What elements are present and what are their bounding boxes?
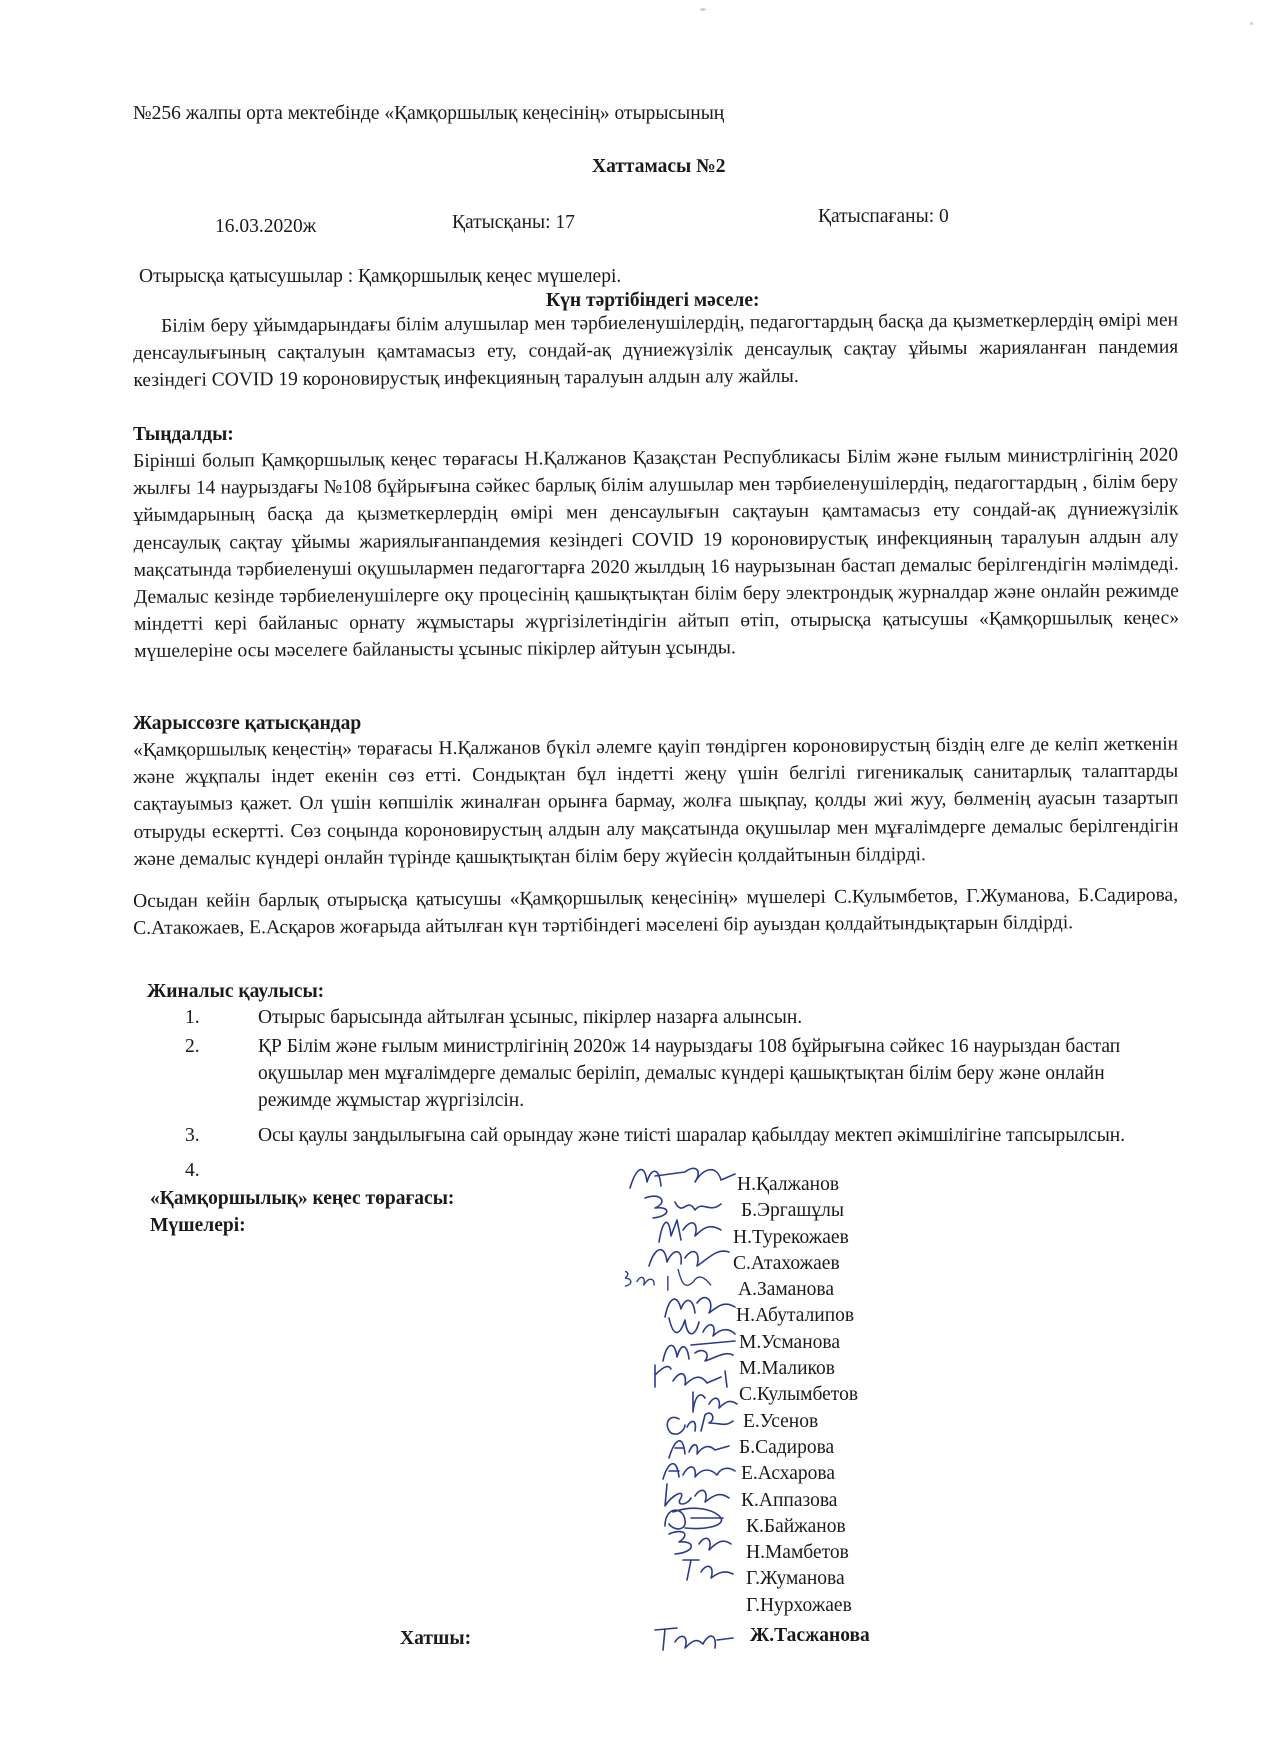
decision-item [133, 1122, 1183, 1149]
member-name: Н.Абуталипов [736, 1305, 855, 1327]
handwritten-signature [625, 1620, 745, 1654]
handwritten-signature [625, 1476, 745, 1510]
decision-item-text: ҚР Білім және ғылым министрлігінің 2020ж 14 наурыздағы 108 бұйрығына сәйкес 16 наурыздан бастап оқушылар мен мұғалімдерге демалыс беріліп, демалыс күндері қашықтықтан білім беру және онлайн режимде жұмыстар жүргізілсін. [258, 1036, 1121, 1111]
secretary-label: Хатшы: [400, 1628, 472, 1649]
secretary-name: Ж.Тасжанова [750, 1625, 870, 1646]
decision-item-number: 2. [185, 1036, 200, 1057]
handwritten-signature [625, 1287, 745, 1321]
document-title: Хаттамасы №2 [592, 156, 726, 177]
handwritten-signature [625, 1428, 745, 1462]
agenda-text: Білім беру ұйымдарындағы білім алушылар мен тәрбиеленушілердің, педагогтардың басқа да қызметкерлердің өмірі мен денсаулығының сақталуын қамтамасыз ету, сондай-ақ дүниежүзілік денсаулық сақтау ұйымы жарияланған пандемия кезіндегі COVID 19 короновирустық инфекцияның таралуын алдын алу жайлы. [133, 309, 1179, 392]
present-count: Қатысқаны: 17 [452, 212, 575, 233]
scan-speck [1250, 22, 1253, 25]
decision-list [133, 1004, 1183, 1184]
handwritten-signature [625, 1500, 745, 1534]
handwritten-signature [625, 1357, 745, 1391]
debate-heading: Жарыссөзге қатысқандар [133, 713, 362, 734]
handwritten-signature [625, 1550, 745, 1584]
member-name: М.Маликов [739, 1358, 835, 1380]
member-name: Б.Эргашұлы [741, 1200, 844, 1222]
handwritten-signature [625, 1238, 745, 1272]
debate-text-2: Осыдан кейін барлық отырысқа қатысушы «Қамқоршылық кеңесінің» мүшелері С.Кулымбетов, Г.Жуманова, Б.Садирова, С.Атакожаев, Е.Асқаров жоғарыда айтылған күн тәртібіндегі мәселені бір ауыздан қолдайтындықтарын білдірді. [133, 884, 1179, 940]
handwritten-signature [625, 1188, 745, 1222]
member-names-list [733, 1172, 858, 1619]
member-name: Н.Турекожаев [733, 1226, 849, 1248]
member-name: Н.Мамбетов [746, 1542, 849, 1564]
decision-heading: Жиналыс қаулысы: [147, 981, 325, 1002]
participants-line: Отырысқа қатысушылар : Қамқоршылық кеңес мүшелері. [139, 266, 622, 287]
heard-text: Бірінші болып Қамқоршылық кеңес төрағасы Н.Қалжанов Қазақстан Республикасы Білім және ғылым министрлігінің 2020 жылғы 14 наурыздағы №108 бұйрығына сәйкес барлық білім алушылар мен тәрбиеленушілердің, педагогтардың , білім беру ұйымдарының басқа да қызметкерлердің өмірі мен денсаулығын сақтауын қамтамасыз ету сондай-ақ дүниежүзілік денсаулық сақтау ұйымы жариялығанпандемия кезіндегі COVID 19 короновирустық инфекцияның таралуын алдын алу мақсатында тәрбиеленуші оқушылармен педагогтарға 2020 жылдың 16 наурызынан бастап демалыс берілгендігін мәлімдеді. Демалыс кезінде тәрбиеленушілерге оқу процесінің қашықтықтан білім беру электрондық журналдар және онлайн режимде міндетті кері байланыс орнату жұмыстары жүргізілетіндігін айтып өтіп, отырысқа қатысушы «Қамқоршылық кеңес» мүшелеріне осы мәселеге байланысты ұсыныс пікірлер айтуын ұсынды. [133, 444, 1180, 663]
chair-label: «Қамқоршылық» кеңес төрағасы: [150, 1188, 455, 1209]
decision-item [133, 1004, 1183, 1031]
decision-item-text: Осы қаулы заңдылығына сай орындау және тиісті шаралар қабылдау мектеп әкімшілігіне тапсырылсын. [258, 1125, 1126, 1146]
decision-item [133, 1033, 1183, 1114]
member-name: С.Кулымбетов [739, 1384, 859, 1406]
member-name: Г.Жуманова [746, 1568, 845, 1590]
member-name: Б.Садирова [739, 1436, 835, 1458]
agenda-heading: Күн тәртібіндегі мәселе: [546, 290, 760, 311]
member-name: С.Атахожаев [733, 1252, 840, 1274]
member-name: А.Заманова [738, 1279, 835, 1301]
decision-item-text: Отырыс барысында айтылған ұсыныс, пікірлер назарға алынсын. [258, 1007, 803, 1028]
decision-item-number: 3. [185, 1125, 200, 1146]
member-name: Е.Асхарова [741, 1463, 836, 1485]
school-line: №256 жалпы орта мектебінде «Қамқоршылық кеңесінің» отырысының [133, 103, 725, 124]
handwritten-signature [625, 1212, 745, 1246]
member-name: К.Байжанов [746, 1515, 846, 1537]
handwritten-signature [625, 1262, 745, 1296]
debate-text-1: «Қамқоршылық кеңестің» төрағасы Н.Қалжанов бүкіл әлемге қауіп төндірген короновирустың біздің елге де келіп жеткенін және жұқпалы індет екенін сөз етті. Сондықтан бұл індетті жеңу үшін белгілі гигеникалық санитарлық талаптарды сақтауымыз қажет. Ол үшін көпшілік жиналған орынға бармау, жолға шықпау, қолды жиі жуу, бөлменің ауасын тазартып отыруды ескертті. Сөз соңында короновирустың алдын алу мақсатында оқушылар мен мұғалімдерге демалыс берілгендігін және демалыс күндері онлайн түрінде қашықтықтан білім беру жүйесін қолдайтынын білдірді. [133, 733, 1179, 870]
member-name: М.Усманова [739, 1331, 840, 1353]
member-name: К.Аппазова [741, 1489, 838, 1511]
heard-heading: Тыңдалды: [133, 424, 234, 445]
handwritten-signature [625, 1451, 745, 1485]
members-label: Мүшелері: [150, 1215, 246, 1236]
absent-count: Қатыспағаны: 0 [818, 206, 949, 227]
member-name: Г.Нурхожаев [746, 1594, 852, 1616]
handwritten-signature [625, 1382, 745, 1416]
member-name: Е.Усенов [743, 1410, 819, 1432]
handwritten-signature [625, 1333, 745, 1367]
scan-speck [700, 8, 706, 11]
decision-item-text [258, 1160, 263, 1181]
decision-item [133, 1157, 1183, 1184]
decision-item-number: 1. [185, 1007, 200, 1028]
handwritten-signature [625, 1405, 745, 1439]
member-name: Н.Қалжанов [737, 1174, 840, 1195]
decision-item-number: 4. [185, 1160, 200, 1181]
meeting-date: 16.03.2020ж [215, 216, 317, 237]
handwritten-signature [625, 1310, 745, 1344]
handwritten-signature [625, 1524, 745, 1558]
